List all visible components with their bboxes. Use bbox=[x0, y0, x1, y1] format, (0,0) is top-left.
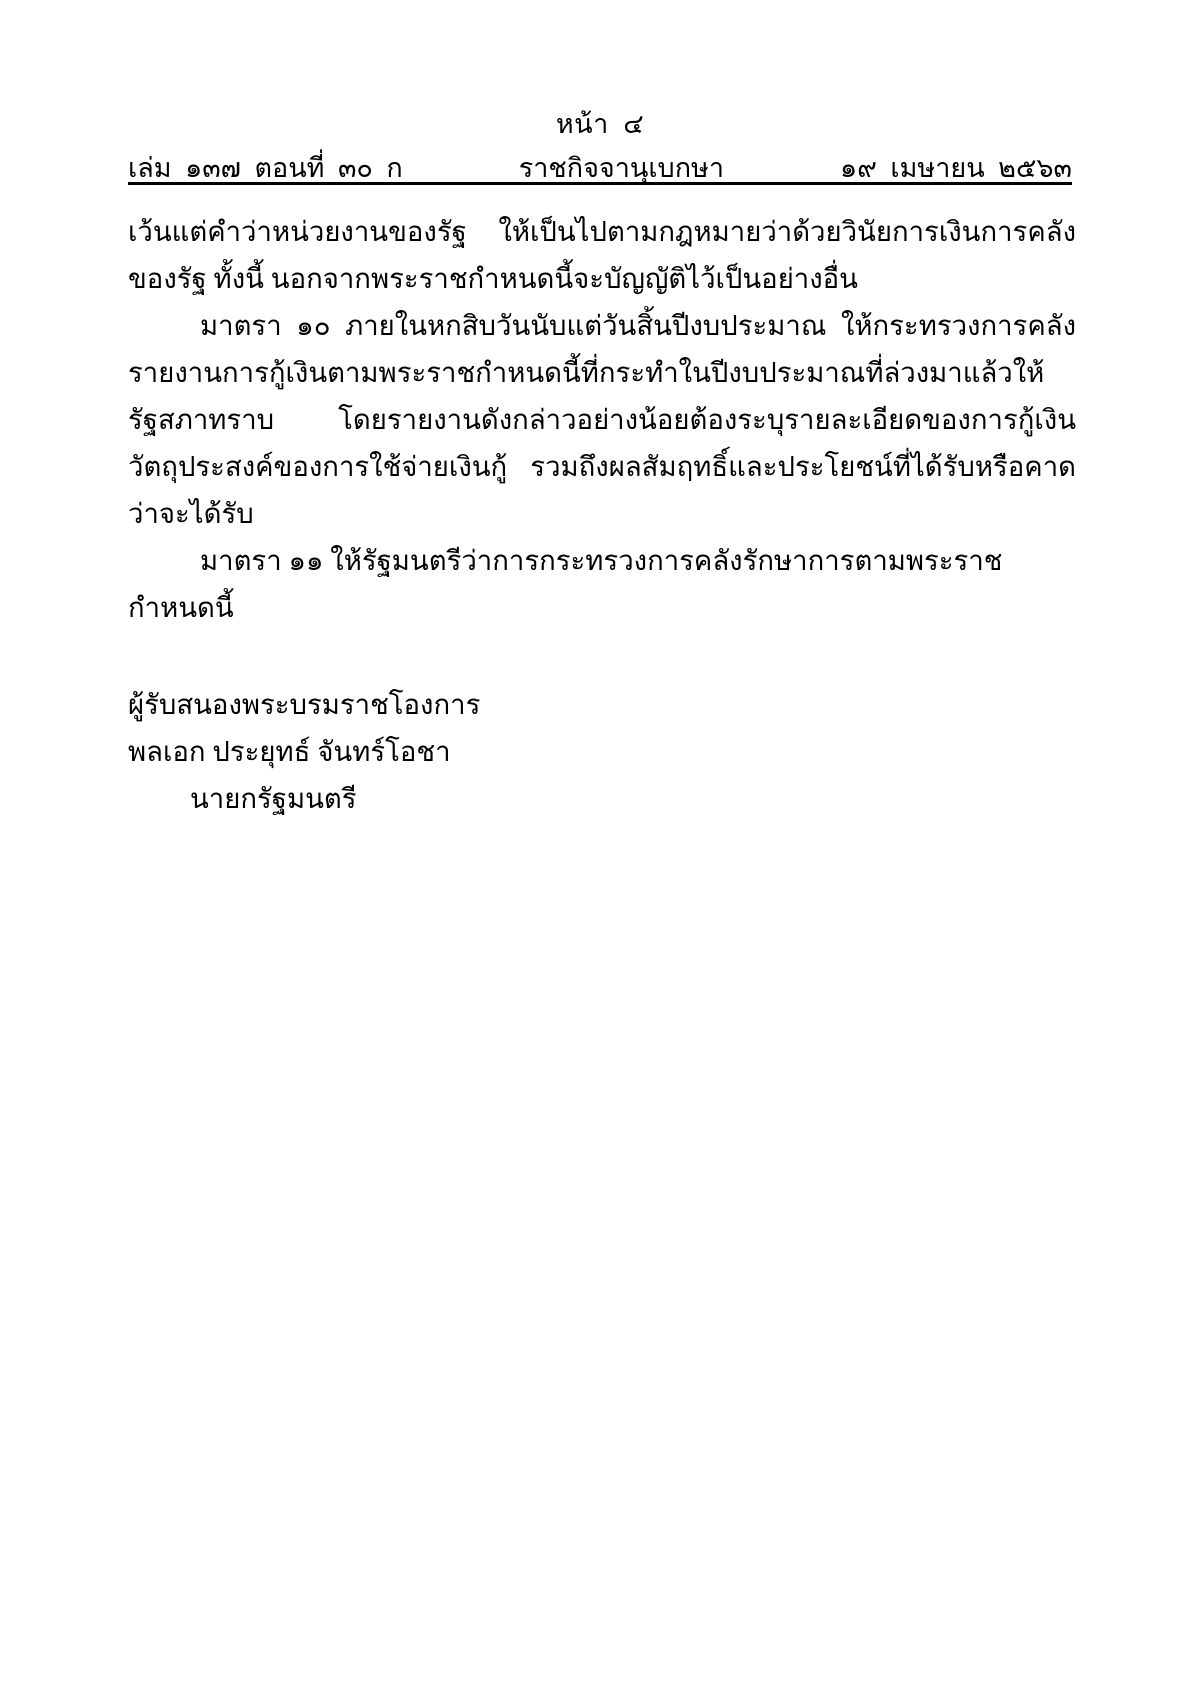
page-number-label: หน้า ๔ bbox=[555, 109, 645, 139]
header-divider bbox=[128, 182, 1072, 185]
section-11-paragraph: มาตรา ๑๑ ให้รัฐมนตรีว่าการกระทรวงการคลังรักษาการตามพระราชกำหนดนี้ bbox=[128, 545, 1003, 623]
countersign-label: ผู้รับสนองพระบรมราชโองการ bbox=[128, 689, 481, 720]
signatory-title: นายกรัฐมนตรี bbox=[190, 783, 357, 814]
volume-issue-label: เล่ม ๑๓๗ ตอนที่ ๓๐ ก bbox=[128, 152, 403, 183]
signatory-name: พลเอก ประยุทธ์ จันทร์โอชา bbox=[128, 736, 451, 767]
gazette-title: ราชกิจจานุเบกษา bbox=[518, 152, 725, 183]
section-10-paragraph: มาตรา ๑๐ ภายในหกสิบวันนับแต่วันสิ้นปีงบประมาณ ให้กระทรวงการคลังรายงานการกู้เงินตามพระราชกำหนดนี้ที่กระทำในปีงบประมาณที่ล่วงมาแล้วให้รัฐสภาทราบ โดยรายงานดังกล่าวอย่างน้อยต้องระบุรายละเอียดของการกู้เงิน วัตถุประสงค์ของการใช้จ่ายเงินกู้ รวมถึงผลสัมฤทธิ์และประโยชน์ที่ได้รับหรือคาดว่าจะได้รับ bbox=[128, 310, 1076, 529]
page-header bbox=[128, 108, 1072, 189]
document-body bbox=[128, 208, 1076, 822]
publication-date: ๑๙ เมษายน ๒๕๖๓ bbox=[839, 152, 1072, 183]
paragraph-continuation: เว้นแต่คำว่าหน่วยงานของรัฐ ให้เป็นไปตามกฎหมายว่าด้วยวินัยการเงินการคลังของรัฐ ทั้งนี้ นอกจากพระราชกำหนดนี้จะบัญญัติไว้เป็นอย่างอื่น bbox=[128, 216, 1076, 294]
signature-block bbox=[128, 681, 1076, 822]
